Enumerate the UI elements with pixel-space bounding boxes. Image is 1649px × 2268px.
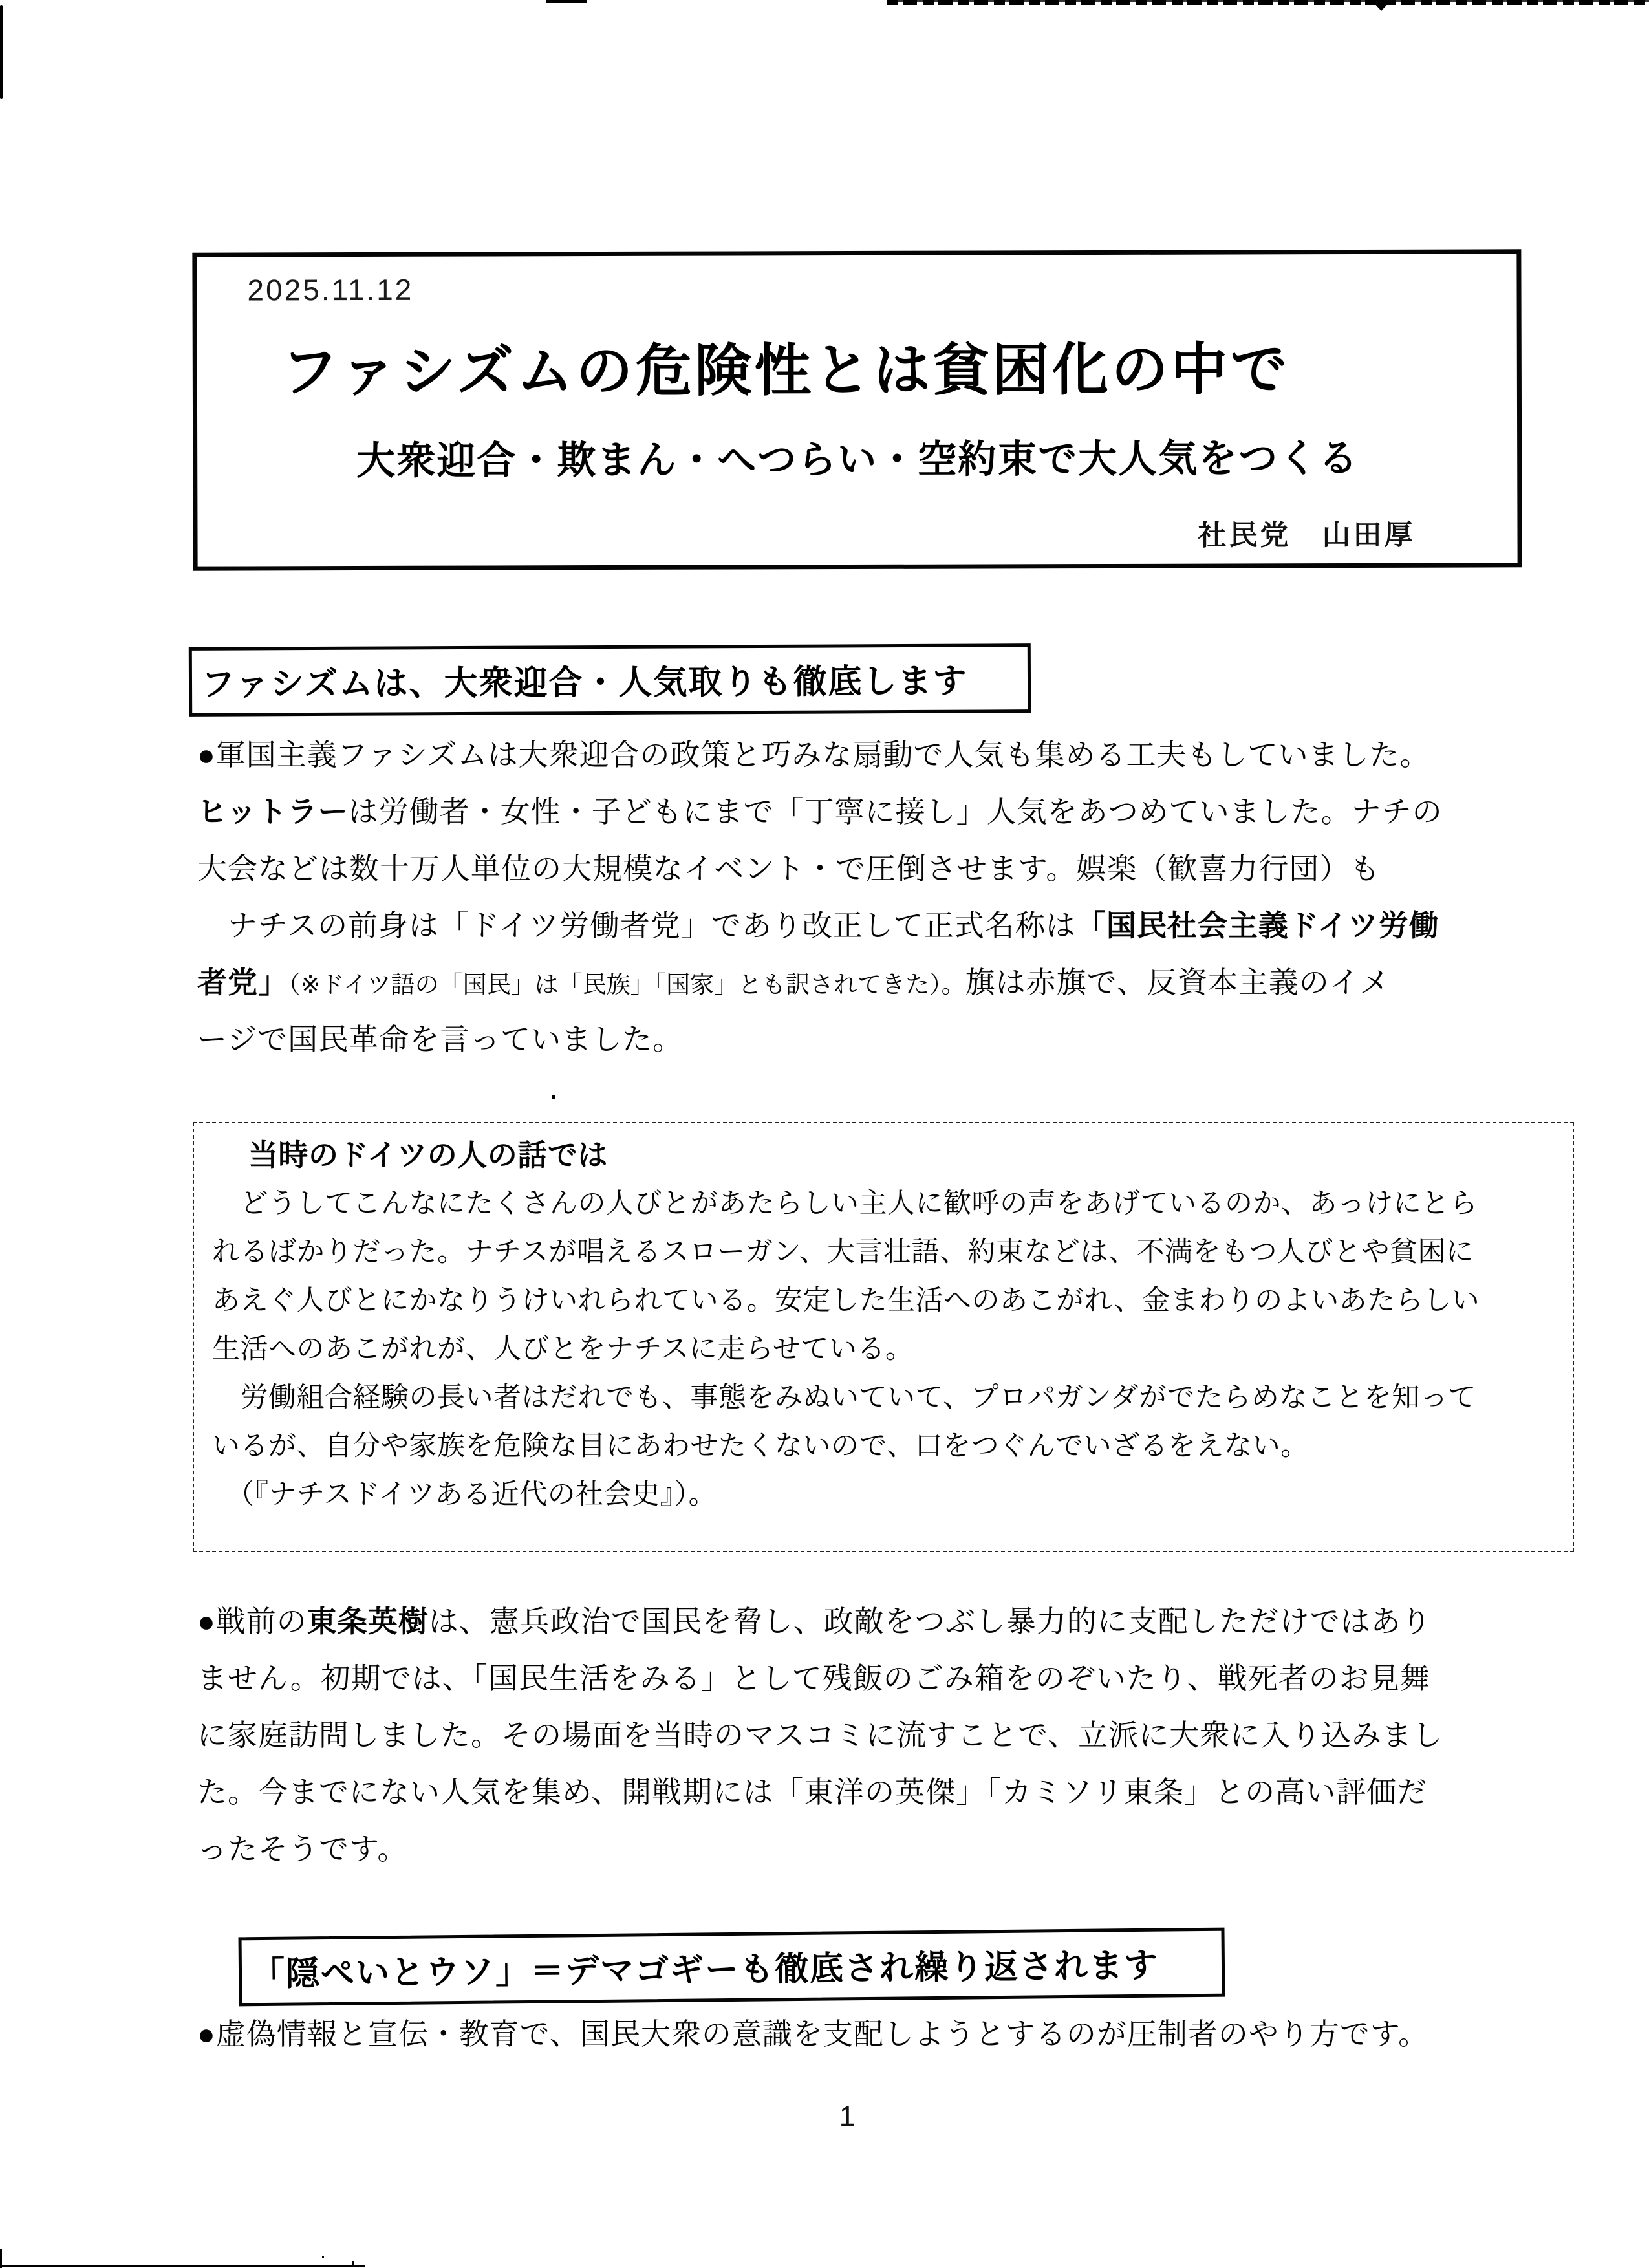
bold-tojo: 東条英樹 <box>307 1604 429 1638</box>
quote-line: あえぐ人びとにかなりうけいれられている。安定した生活へのあこがれ、金まわりのよいあたらしい <box>212 1285 1480 1316</box>
quote-line: れるばかりだった。ナチスが唱えるスローガン、大言壮語、約束などは、不満をもつ人びとや貧困に <box>212 1237 1474 1268</box>
document-subtitle: 大衆迎合・欺まん・へつらい・空約束で大人気をつくる <box>356 435 1359 484</box>
scan-noise-left-edge <box>0 5 3 99</box>
scan-speck <box>322 2256 324 2258</box>
document-author: 社民党 山田厚 <box>1198 519 1416 552</box>
bold-nsdap-cont: 者党」 <box>197 966 288 999</box>
text-line: に家庭訪問しました。その場面を当時のマスコミに流すことで、立派に大衆に入り込みまし <box>197 1718 1443 1752</box>
text-line: ったそうです。 <box>197 1832 408 1866</box>
section2-heading: 「隠ぺいとウソ」＝デマゴギーも徹底され繰り返されます <box>239 1928 1225 2007</box>
section1-heading: ファシズムは、大衆迎合・人気取りも徹底します <box>189 643 1031 717</box>
text-segment: は、憲兵政治で国民を脅し、政敵をつぶし暴力的に支配しただけではあり <box>428 1604 1432 1638</box>
scan-noise-bottom-line <box>0 2265 365 2267</box>
text-segment: ●戦前の <box>197 1604 307 1638</box>
text-segment: ナチスの前身は「ドイツ労働者党」であり改正して正式名称は <box>197 909 1076 942</box>
text-line <box>197 783 1542 840</box>
scan-noise-top-line <box>887 0 1649 2</box>
text-line: 大会などは数十万人単位の大規模なイベント・で圧倒させます。娯楽（歓喜力行団）も <box>197 852 1381 885</box>
paragraph-propaganda <box>197 2005 1542 2062</box>
bold-nsdap: 「国民社会主義ドイツ労働 <box>1075 909 1439 942</box>
quote-line: 労働組合経験の長い者はだれでも、事態をみぬいていて、プロパガンダがでたらめなことを知って <box>212 1382 1476 1413</box>
text-line: ません。初期では、「国民生活をみる」として残飯のごみ箱をのぞいたり、戦死者のお見舞 <box>197 1661 1430 1695</box>
text-line <box>197 897 1542 954</box>
quote-heading: 当時のドイツの人の話では <box>248 1138 608 1172</box>
scan-speck <box>552 1095 555 1099</box>
text-segment: は労働者・女性・子どもにまで「丁寧に接し」人気をあつめていました。ナチの <box>348 795 1443 828</box>
bold-hitler: ヒットラー <box>197 795 349 828</box>
text-line: た。今までにない人気を集め、開戦期には「東洋の英傑」「カミソリ東条」との高い評価だ <box>197 1775 1428 1809</box>
quote-box-german-testimony <box>193 1122 1574 1552</box>
text-segment: 旗は赤旗で、反資本主義のイメ <box>965 966 1390 999</box>
header-box <box>192 249 1522 570</box>
paragraph-tojo <box>197 1593 1542 1877</box>
scan-noise-bottom-corner <box>0 2249 2 2268</box>
text-line: ージで国民革命を言っていました。 <box>197 1022 684 1056</box>
scan-noise-notch <box>1371 0 1392 11</box>
scan-noise-mark <box>546 0 587 3</box>
page-number: 1 <box>839 2101 856 2132</box>
document-title: ファシズムの危険性とは貧困化の中で <box>281 335 1290 405</box>
quote-line: どうしてこんなにたくさんの人びとがあたらしい主人に歓呼の声をあげているのか、あっけにとら <box>212 1188 1478 1219</box>
parenthetical-note: （※ドイツ語の「国民」は「民族」「国家」とも訳されてきた）。 <box>288 971 965 998</box>
text-line <box>197 1593 1542 1650</box>
quote-line: 生活へのあこがれが、人びとをナチスに走らせている。 <box>212 1334 914 1365</box>
text-line: ●虚偽情報と宣伝・教育で、国民大衆の意識を支配しようとするのが圧制者のやり方です。 <box>197 2017 1429 2051</box>
paragraph-militarism <box>197 726 1542 1068</box>
quote-citation: （『ナチスドイツある近代の社会史』）。 <box>212 1479 717 1510</box>
text-line: ●軍国主義ファシズムは大衆迎合の政策と巧みな扇動で人気も集める工夫もしていました。 <box>197 738 1430 772</box>
text-line <box>197 954 1542 1011</box>
document-date: 2025.11.12 <box>247 272 414 307</box>
quote-line: いるが、自分や家族を危険な目にあわせたくないので、口をつぐんでいざるをえない。 <box>212 1431 1309 1462</box>
scan-noise-tick <box>352 2261 354 2267</box>
